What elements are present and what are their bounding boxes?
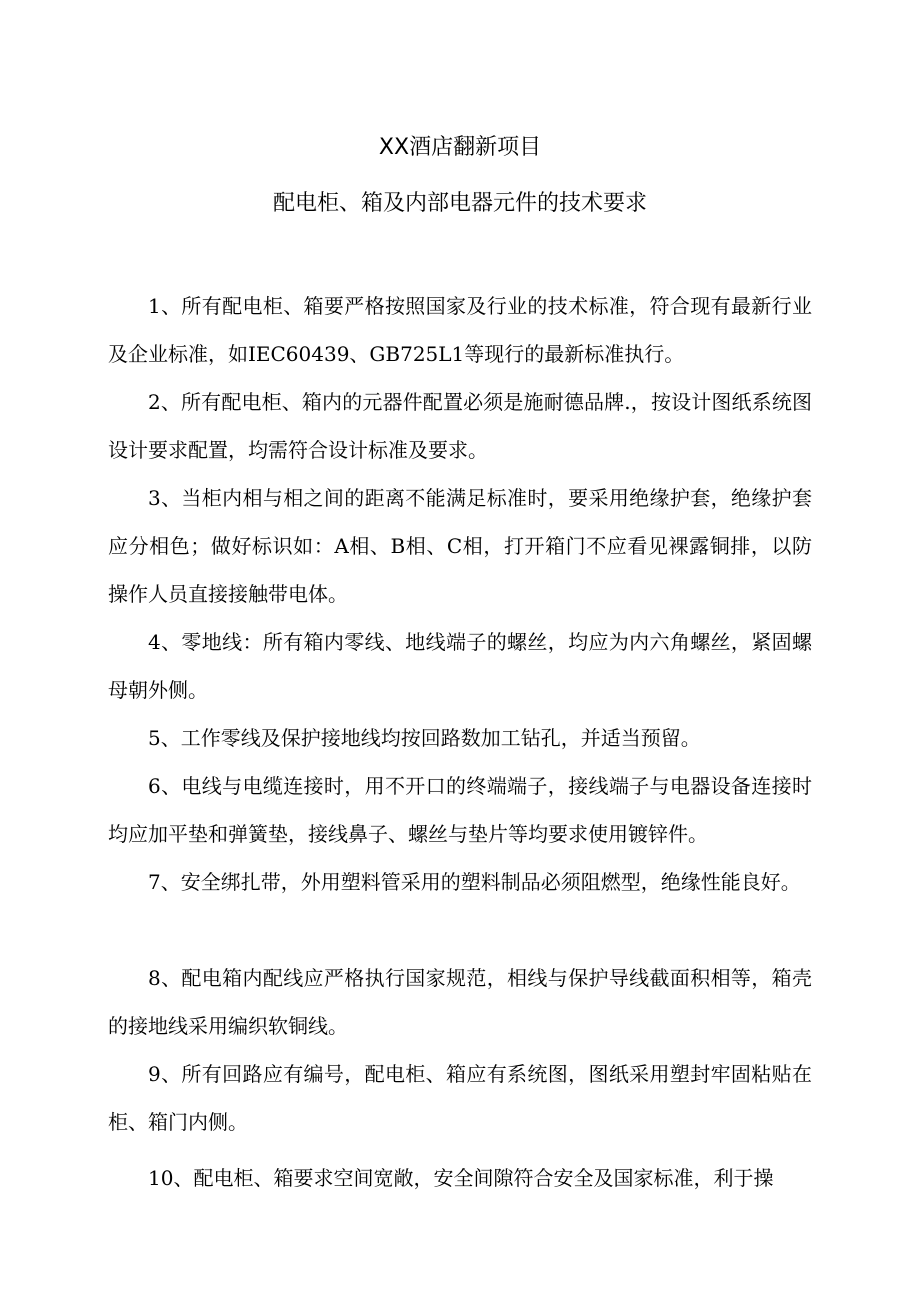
paragraph-5: 5、工作零线及保护接地线均按回路数加工钻孔，并适当预留。 (148, 726, 701, 750)
document-title: XX酒店翻新项目 (378, 135, 542, 160)
paragraph-6: 6、电线与电缆连接时，用不开口的终端端子，接线端子与电器设备连接时均应加平垫和弹簧垫，接线鼻子、螺丝与垫片等均要求使用镀锌件。 (108, 774, 812, 846)
document-subtitle: 配电柜、箱及内部电器元件的技术要求 (272, 191, 647, 216)
paragraph-4: 4、零地线：所有箱内零线、地线端子的螺丝，均应为内六角螺丝，紧固螺母朝外侧。 (108, 630, 812, 702)
paragraph-8: 8、配电箱内配线应严格执行国家规范，相线与保护导线截面积相等，箱壳的接地线采用编织软铜线。 (108, 966, 812, 1038)
paragraph-9: 9、所有回路应有编号，配电柜、箱应有系统图，图纸采用塑封牢固粘贴在柜、箱门内侧。 (108, 1062, 812, 1134)
paragraph-2: 2、所有配电柜、箱内的元器件配置必须是施耐德品牌.，按设计图纸系统图设计要求配置，均需符合设计标准及要求。 (108, 390, 812, 462)
paragraph-3: 3、当柜内相与相之间的距离不能满足标准时，要采用绝缘护套，绝缘护套应分相色；做好标识如：A相、B相、C相，打开箱门不应看见裸露铜排，以防操作人员直接接触带电体。 (108, 486, 812, 606)
paragraph-10: 10、配电柜、箱要求空间宽敞，安全间隙符合安全及国家标准，利于操 (148, 1166, 774, 1190)
paragraph-1: 1、所有配电柜、箱要严格按照国家及行业的技术标准，符合现有最新行业及企业标准，如IEC60439、GB725L1等现行的最新标准执行。 (108, 294, 812, 366)
paragraph-7: 7、安全绑扎带，外用塑料管采用的塑料制品必须阻燃型，绝缘性能良好。 (148, 870, 801, 894)
